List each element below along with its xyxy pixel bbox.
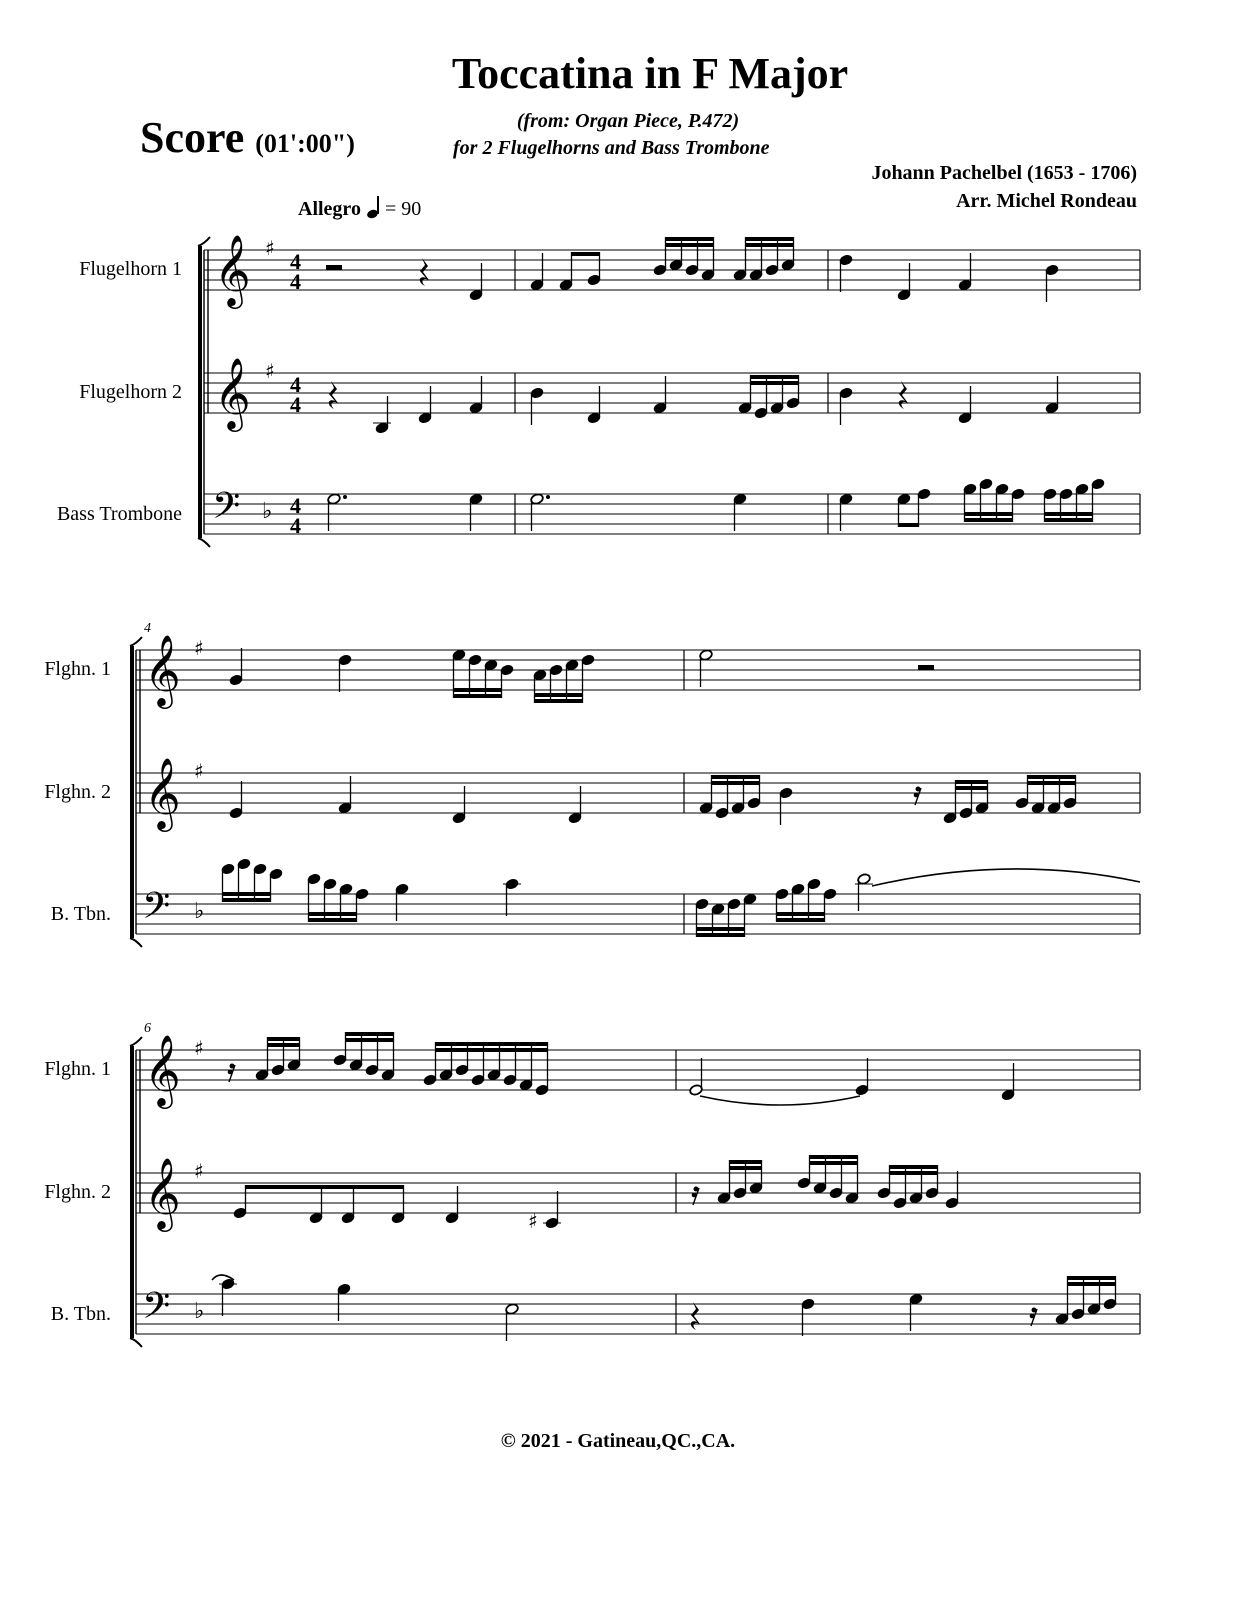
beam (346, 1032, 394, 1036)
time-signature: 4 (290, 269, 301, 294)
beam (346, 1038, 394, 1042)
beam (1068, 1276, 1116, 1280)
bass-clef-icon: 𝄢 (142, 1285, 171, 1336)
beam (436, 1048, 548, 1052)
composer: Johann Pachelbel (1653 - 1706) (871, 162, 1137, 184)
beam (890, 1165, 938, 1169)
beam (535, 699, 583, 703)
treble-clef-icon: 𝄞 (144, 756, 181, 829)
system-bracket (130, 646, 134, 938)
dot (546, 495, 550, 499)
beam (890, 1171, 938, 1175)
bass-clef-icon: 𝄢 (212, 485, 241, 536)
beam (223, 892, 271, 896)
flat-icon: ♭ (194, 1299, 205, 1324)
sixteenth-rest (692, 1193, 697, 1198)
time-signature: 4 (290, 392, 301, 417)
beam (746, 237, 794, 241)
beam (1028, 775, 1076, 779)
time-signature: 4 (290, 249, 301, 274)
sixteenth-rest (1030, 1314, 1035, 1319)
beam (572, 252, 600, 256)
instrument-label-flugelhorn-1: Flugelhorn 1 (79, 258, 182, 280)
flat-icon: ♭ (262, 499, 273, 524)
system-bracket (130, 637, 142, 646)
sixteenth-rest (914, 793, 919, 798)
tie (872, 869, 1140, 886)
beam (751, 375, 799, 379)
sharp-icon: ♯ (194, 759, 204, 783)
system-bracket (130, 1037, 142, 1046)
sharp-icon: ♯ (194, 636, 204, 660)
system-bracket (130, 1046, 134, 1338)
sixteenth-rest (228, 1070, 233, 1075)
beam (1028, 781, 1076, 785)
beam (899, 523, 919, 527)
sharp-icon: ♯ (194, 1036, 204, 1060)
tempo-bpm: = 90 (384, 198, 422, 220)
measure-number: 4 (144, 621, 151, 636)
beam (712, 775, 760, 779)
source-subtitle: (from: Organ Piece, P.472) (516, 110, 740, 132)
tempo-word: Allegro (298, 198, 361, 220)
beam (309, 912, 357, 916)
instrument-label-bass-trombone: Bass Trombone (56, 503, 182, 525)
system-bracket (198, 538, 210, 547)
arranger: Arr. Michel Rondeau (956, 190, 1137, 212)
score-word: Score (140, 113, 245, 162)
system-bracket (198, 237, 210, 246)
beam (666, 243, 714, 247)
bass-clef-icon: 𝄢 (142, 885, 171, 936)
instrument-label-short-flugelhorn-1: Flghn. 1 (44, 658, 111, 680)
beam (697, 927, 745, 931)
time-signature: 4 (290, 493, 301, 518)
treble-clef-icon: 𝄞 (144, 1156, 181, 1229)
quarter-rest (899, 381, 908, 409)
instrument-label-short-bass-trombone: B. Tbn. (50, 1303, 111, 1325)
beam (1045, 512, 1093, 516)
beam (730, 1166, 762, 1170)
beam (454, 688, 502, 692)
beam (535, 693, 583, 697)
beam (965, 518, 1013, 522)
instrument-label-short-flugelhorn-1: Flghn. 1 (44, 1058, 111, 1080)
beam (246, 1185, 404, 1189)
duration: (01':00") (255, 129, 355, 158)
quarter-rest (691, 1302, 700, 1330)
beam (777, 918, 825, 922)
instrument-label-flugelhorn-2: Flugelhorn 2 (79, 381, 182, 403)
instrumentation-subtitle: for 2 Flugelhorns and Bass Trombone (453, 137, 770, 159)
instrument-label-short-flugelhorn-2: Flghn. 2 (44, 781, 111, 803)
instrument-label-short-bass-trombone: B. Tbn. (50, 903, 111, 925)
beam (454, 694, 502, 698)
quarter-rest (420, 258, 429, 286)
beam (697, 933, 745, 937)
system-bracket (198, 246, 202, 538)
flat-icon: ♭ (194, 899, 205, 924)
beam (436, 1042, 548, 1046)
treble-clef-icon: 𝄞 (214, 356, 251, 429)
beam (956, 786, 988, 790)
beam (1068, 1282, 1116, 1286)
treble-clef-icon: 𝄞 (144, 633, 181, 706)
beam (1045, 518, 1093, 522)
beam (956, 780, 988, 784)
quarter-rest (329, 381, 338, 409)
beam (777, 912, 825, 916)
time-signature: 4 (290, 372, 301, 397)
beam (810, 1155, 858, 1159)
beam (810, 1161, 858, 1165)
sharp-icon: ♯ (194, 1159, 204, 1183)
beam (746, 243, 794, 247)
copyright: © 2021 - Gatineau,QC.,CA. (500, 1430, 736, 1452)
beam (751, 381, 799, 385)
beam (965, 512, 1013, 516)
time-signature: 4 (290, 513, 301, 538)
sharp-icon: ♯ (528, 1209, 538, 1233)
system-bracket (130, 1338, 142, 1347)
beam (309, 918, 357, 922)
beam (666, 237, 714, 241)
half-rest (918, 665, 934, 670)
score-title: Toccatina in F Major (451, 49, 849, 98)
sharp-icon: ♯ (265, 359, 275, 383)
half-rest (326, 265, 342, 270)
tie (700, 1096, 860, 1105)
sharp-icon: ♯ (265, 236, 275, 260)
instrument-label-short-flugelhorn-2: Flghn. 2 (44, 1181, 111, 1203)
measure-number: 6 (144, 1021, 151, 1036)
treble-clef-icon: 𝄞 (144, 1033, 181, 1106)
beam (223, 898, 271, 902)
beam (730, 1160, 762, 1164)
treble-clef-icon: 𝄞 (214, 233, 251, 306)
system-bracket (130, 938, 142, 947)
dot (343, 495, 347, 499)
beam (268, 1037, 300, 1041)
beam (712, 781, 760, 785)
beam (268, 1043, 300, 1047)
